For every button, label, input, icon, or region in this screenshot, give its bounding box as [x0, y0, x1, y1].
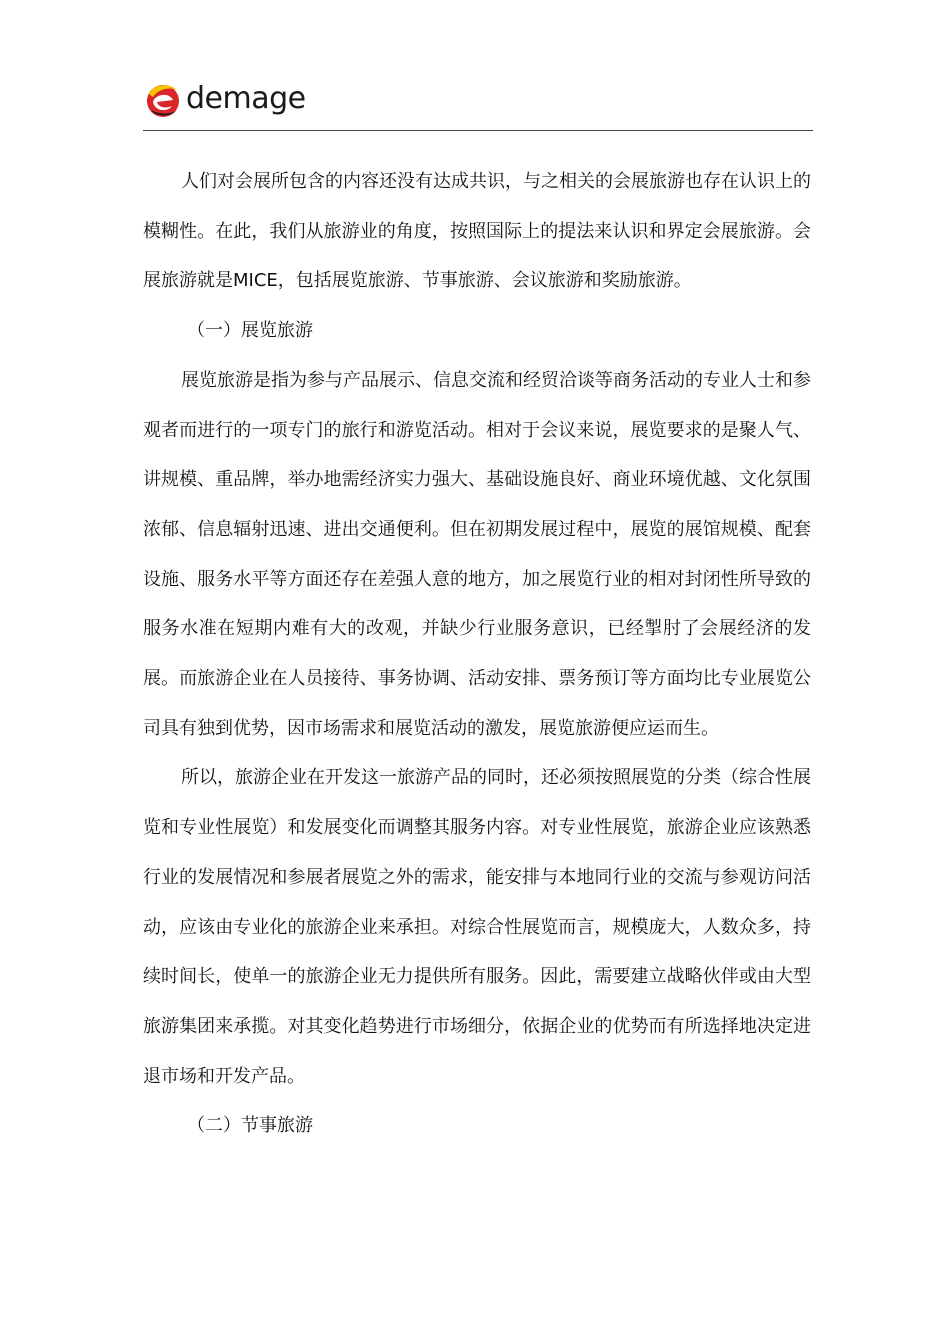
- header-divider: [143, 130, 813, 131]
- paragraph-intro: 人们对会展所包含的内容还没有达成共识，与之相关的会展旅游也存在认识上的模糊性。在此，我们从旅游业的角度，按照国际上的提法来认识和界定会展旅游。会展旅游就是MICE，包括展览旅游、节事旅游、会议旅游和奖励旅游。: [143, 171, 811, 292]
- section-heading-exhibition-tourism: （一）展览旅游: [187, 320, 313, 342]
- paragraph-exhibition-definition: 展览旅游是指为参与产品展示、信息交流和经贸洽谈等商务活动的专业人士和参观者而进行的一项专门的旅行和游览活动。相对于会议来说，展览要求的是聚人气、讲规模、重品牌，举办地需经济实力强大、基础设施良好、商业环境优越、文化氛围浓郁、信息辐射迅速、进出交通便利。但在初期发展过程中，展览的展馆规模、配套设施、服务水平等方面还存在差强人意的地方，加之展览行业的相对封闭性所导致的服务水准在短期内难有大的改观，并缺少行业服务意识，已经掣肘了会展经济的发展。而旅游企业在人员接待、事务协调、活动安排、票务预订等方面均比专业展览公司具有独到优势，因市场需求和展览活动的激发，展览旅游便应运而生。: [143, 369, 811, 739]
- document-body: [143, 157, 811, 1151]
- page-header: [143, 78, 813, 131]
- brand-mark-icon: [143, 80, 183, 120]
- brand-name: demage: [186, 81, 306, 116]
- brand-logo: [143, 78, 306, 122]
- paragraph-exhibition-services: 所以，旅游企业在开发这一旅游产品的同时，还必须按照展览的分类（综合性展览和专业性展览）和发展变化而调整其服务内容。对专业性展览，旅游企业应该熟悉行业的发展情况和参展者展览之外的需求，能安排与本地同行业的交流与参观访问活动，应该由专业化的旅游企业来承担。对综合性展览而言，规模庞大，人数众多，持续时间长，使单一的旅游企业无力提供所有服务。因此，需要建立战略伙伴或由大型旅游集团来承揽。对其变化趋势进行市场细分，依据企业的优势而有所选择地决定进退市场和开发产品。: [143, 767, 811, 1087]
- section-heading-event-tourism: （二）节事旅游: [187, 1115, 313, 1137]
